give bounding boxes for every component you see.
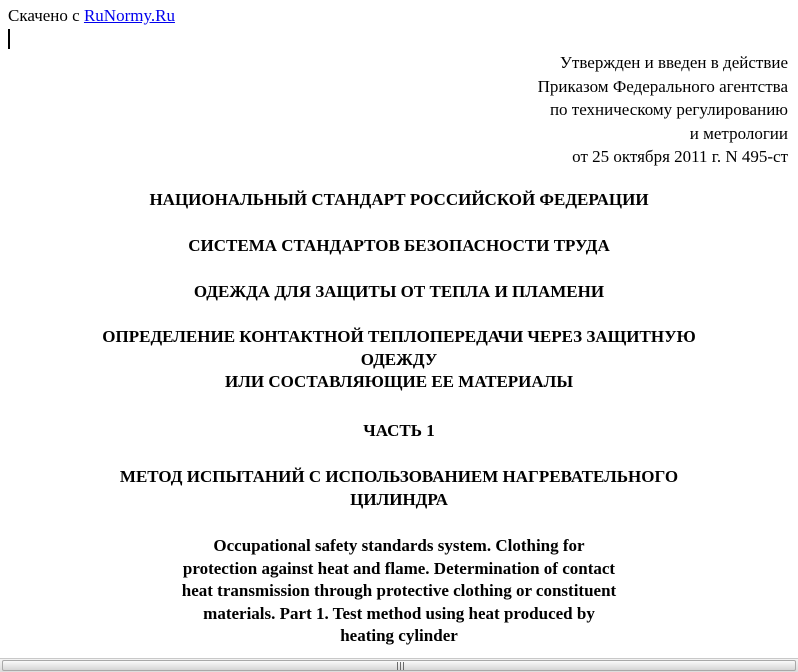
approval-block: [538, 51, 788, 169]
heading-determination: [0, 326, 798, 394]
horizontal-scrollbar[interactable]: [0, 658, 798, 672]
heading-line: ОДЕЖДУ: [360, 349, 438, 369]
heading-line: МЕТОД ИСПЫТАНИЙ С ИСПОЛЬЗОВАНИЕМ НАГРЕВАТЕЛЬНОГО: [119, 467, 679, 486]
approval-line: Приказом Федерального агентства: [537, 76, 788, 96]
text-cursor: [8, 29, 10, 49]
scrollbar-thumb[interactable]: [2, 660, 796, 671]
heading-national-standard: [0, 188, 798, 211]
heading-text: ЧАСТЬ 1: [363, 421, 435, 440]
heading-system: [0, 234, 798, 257]
grip-icon: [395, 662, 407, 670]
english-title-line: materials. Part 1. Test method using heat produced by: [203, 603, 595, 623]
english-title: [0, 535, 798, 648]
english-title-line: heat transmission through protective clothing or constituent: [181, 581, 617, 600]
english-title-line: protection against heat and flame. Determination of contact: [182, 558, 616, 578]
heading-text: ОДЕЖДА ДЛЯ ЗАЩИТЫ ОТ ТЕПЛА И ПЛАМЕНИ: [193, 282, 605, 301]
heading-method: [0, 465, 798, 511]
source-link[interactable]: RuNormy.Ru: [83, 6, 175, 25]
approval-line: Утвержден и введен в действие: [559, 53, 788, 72]
approval-line: от 25 октября 2011 г. N 495-ст: [572, 147, 788, 166]
source-line: [8, 6, 175, 26]
english-title-line: heating cylinder: [340, 626, 458, 645]
english-title-line: Occupational safety standards system. Clothing for: [213, 536, 585, 555]
heading-text: СИСТЕМА СТАНДАРТОВ БЕЗОПАСНОСТИ ТРУДА: [188, 236, 610, 255]
approval-line: и метрологии: [689, 123, 788, 143]
heading-line: ИЛИ СОСТАВЛЯЮЩИЕ ЕЕ МАТЕРИАЛЫ: [224, 372, 574, 391]
heading-clothing: [0, 280, 798, 303]
heading-line: ЦИЛИНДРА: [350, 490, 448, 509]
source-prefix: Скачено с: [8, 6, 80, 25]
heading-line: ОПРЕДЕЛЕНИЕ КОНТАКТНОЙ ТЕПЛОПЕРЕДАЧИ ЧЕРЕЗ ЗАЩИТНУЮ: [102, 327, 696, 346]
approval-line: по техническому регулированию: [549, 100, 788, 119]
heading-text: НАЦИОНАЛЬНЫЙ СТАНДАРТ РОССИЙСКОЙ ФЕДЕРАЦИИ: [149, 190, 649, 209]
heading-part: [0, 419, 798, 442]
